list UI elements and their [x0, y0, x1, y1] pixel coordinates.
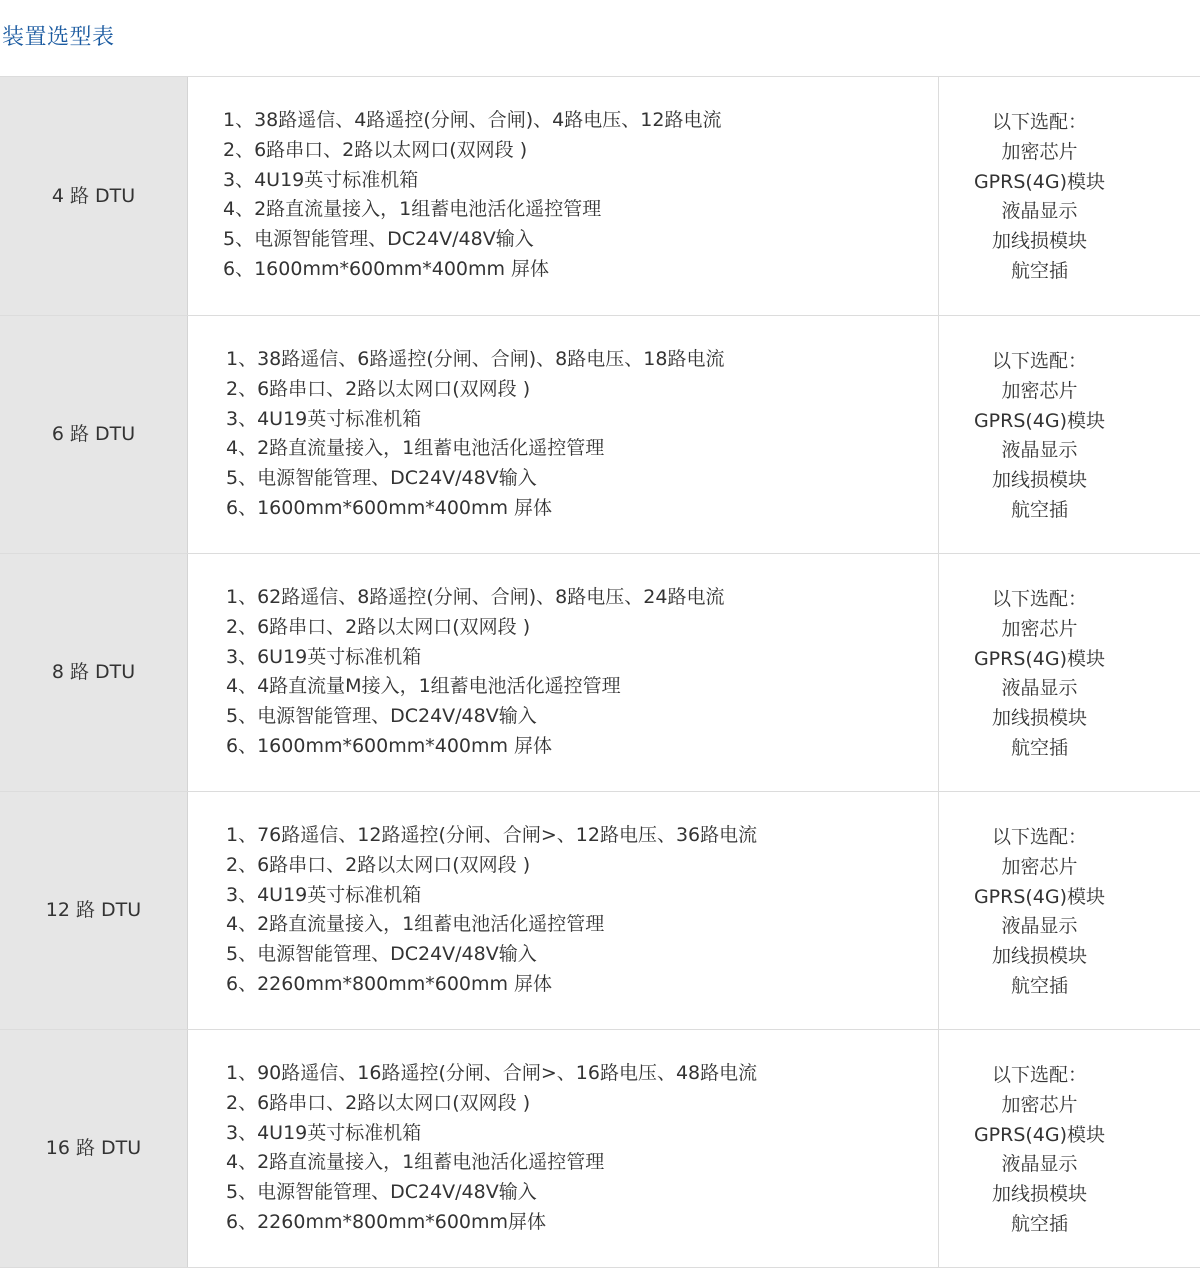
spec-line: 6、1600mm*600mm*400mm 屏体: [223, 257, 550, 280]
option-line: 航空插: [1010, 974, 1068, 997]
spec-line: 1、90路遥信、16路遥控(分闸、合闸>、16路电压、48路电流: [226, 1062, 758, 1084]
spec-line: 4、2路直流量接入，1组蓄电池活化遥控管理: [226, 1151, 605, 1174]
option-line: 加线损模块: [991, 1183, 1087, 1206]
spec-line: 5、电源智能管理、DC24V/48V输入: [226, 943, 537, 966]
spec-cell: [188, 554, 939, 791]
option-line: 航空插: [1010, 1212, 1068, 1235]
spec-list: [188, 583, 938, 762]
spec-line: 1、62路遥信、8路遥控(分闸、合闸)、8路电压、24路电流: [226, 586, 725, 608]
options-cell: [939, 554, 1200, 791]
spec-line: 3、4U19英寸标准机箱: [226, 883, 422, 906]
model-cell: 12 路 DTU: [0, 792, 188, 1029]
model-cell: 4 路 DTU: [0, 77, 188, 315]
spec-line: 3、6U19英寸标准机箱: [226, 645, 422, 668]
page-title: 装置选型表: [2, 25, 115, 50]
spec-line: 2、6路串口、2路以太网口(双网段 ): [226, 615, 531, 638]
option-line: 加密芯片: [1001, 1093, 1078, 1116]
spec-line: 5、电源智能管理、DC24V/48V输入: [223, 228, 534, 251]
spec-line: 3、4U19英寸标准机箱: [223, 168, 419, 191]
option-line: 液晶显示: [1001, 915, 1078, 938]
option-line: 以下选配：: [991, 588, 1087, 610]
spec-line: 5、电源智能管理、DC24V/48V输入: [226, 705, 537, 728]
spec-list: [188, 1059, 938, 1238]
spec-line: 1、38路遥信、6路遥控(分闸、合闸)、8路电压、18路电流: [226, 348, 725, 370]
table-row: [0, 316, 1200, 554]
spec-line: 2、6路串口、2路以太网口(双网段 ): [226, 1091, 531, 1114]
spec-list: [188, 345, 938, 524]
option-line: 航空插: [1010, 498, 1068, 521]
spec-line: 4、2路直流量接入，1组蓄电池活化遥控管理: [226, 437, 605, 460]
option-line: 以下选配：: [991, 826, 1087, 848]
spec-line: 6、2260mm*800mm*600mm屏体: [226, 1210, 547, 1233]
option-line: GPRS(4G)模块: [973, 885, 1106, 908]
model-cell: 16 路 DTU: [0, 1030, 188, 1267]
option-line: 航空插: [1010, 736, 1068, 759]
spec-line: 3、4U19英寸标准机箱: [226, 1121, 422, 1144]
option-line: 加密芯片: [1001, 379, 1078, 402]
model-cell: 6 路 DTU: [0, 316, 188, 553]
option-line: 以下选配：: [991, 350, 1087, 372]
spec-cell: [188, 1030, 939, 1267]
table-row: [0, 77, 1200, 316]
selection-table: [0, 76, 1200, 1268]
option-line: 加线损模块: [991, 469, 1087, 492]
option-line: 加线损模块: [991, 707, 1087, 730]
option-line: GPRS(4G)模块: [973, 170, 1106, 193]
spec-line: 2、6路串口、2路以太网口(双网段 ): [226, 853, 531, 876]
spec-line: 4、2路直流量接入，1组蓄电池活化遥控管理: [226, 913, 605, 936]
spec-line: 1、38路遥信、4路遥控(分闸、合闸)、4路电压、12路电流: [223, 109, 722, 131]
spec-line: 4、4路直流量M接入，1组蓄电池活化遥控管理: [226, 675, 621, 698]
table-row: [0, 792, 1200, 1030]
option-line: 加密芯片: [1001, 617, 1078, 640]
spec-cell: [188, 792, 939, 1029]
spec-line: 2、6路串口、2路以太网口(双网段 ): [226, 377, 531, 400]
spec-cell: [188, 77, 939, 315]
option-line: 液晶显示: [1001, 200, 1078, 223]
spec-line: 5、电源智能管理、DC24V/48V输入: [226, 467, 537, 490]
spec-cell: [188, 316, 939, 553]
option-line: 加线损模块: [991, 230, 1087, 253]
option-line: 航空插: [1010, 259, 1068, 282]
option-line: GPRS(4G)模块: [973, 647, 1106, 670]
option-line: 加线损模块: [991, 945, 1087, 968]
option-line: 液晶显示: [1001, 439, 1078, 462]
options-cell: [939, 792, 1200, 1029]
spec-list: [188, 106, 938, 285]
option-line: 液晶显示: [1001, 1153, 1078, 1176]
option-line: 以下选配：: [991, 111, 1087, 133]
spec-line: 6、1600mm*600mm*400mm 屏体: [226, 734, 553, 757]
options-cell: [939, 1030, 1200, 1267]
option-line: 加密芯片: [1001, 855, 1078, 878]
model-cell: 8 路 DTU: [0, 554, 188, 791]
spec-line: 5、电源智能管理、DC24V/48V输入: [226, 1181, 537, 1204]
table-row: [0, 554, 1200, 792]
spec-line: 3、4U19英寸标准机箱: [226, 407, 422, 430]
option-line: 液晶显示: [1001, 677, 1078, 700]
spec-line: 2、6路串口、2路以太网口(双网段 ): [223, 138, 528, 161]
spec-line: 6、1600mm*600mm*400mm 屏体: [226, 496, 553, 519]
spec-line: 6、2260mm*800mm*600mm 屏体: [226, 972, 553, 995]
option-line: GPRS(4G)模块: [973, 1123, 1106, 1146]
spec-line: 1、76路遥信、12路遥控(分闸、合闸>、12路电压、36路电流: [226, 824, 758, 846]
option-line: GPRS(4G)模块: [973, 409, 1106, 432]
table-row: [0, 1030, 1200, 1268]
options-cell: [939, 316, 1200, 553]
spec-line: 4、2路直流量接入，1组蓄电池活化遥控管理: [223, 198, 602, 221]
options-cell: [939, 77, 1200, 315]
option-line: 以下选配：: [991, 1064, 1087, 1086]
option-line: 加密芯片: [1001, 140, 1078, 163]
spec-list: [188, 821, 938, 1000]
